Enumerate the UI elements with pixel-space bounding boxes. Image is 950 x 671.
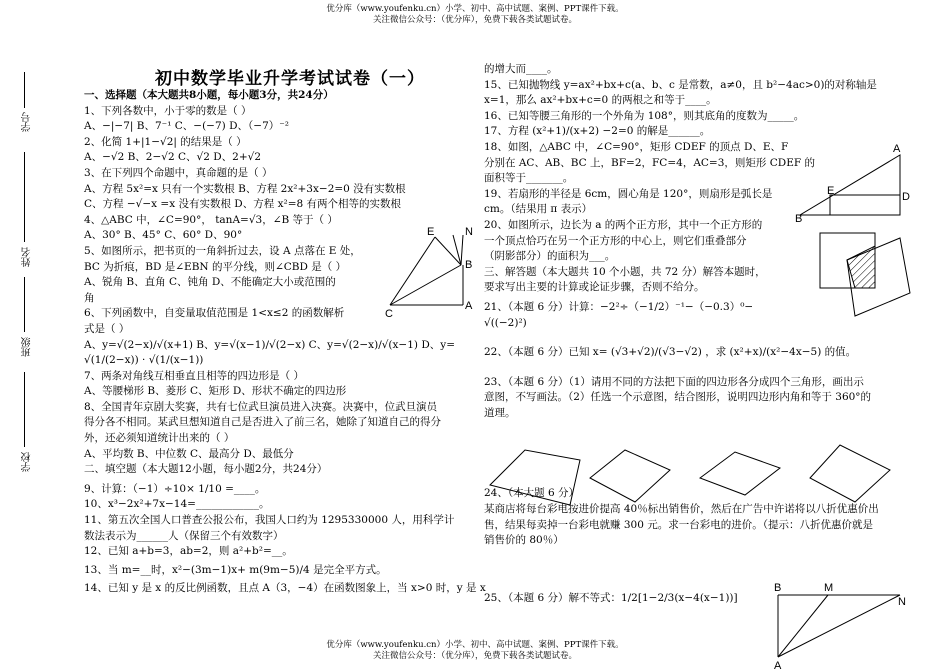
footer-line-2: 关注微信公众号：（优分库），免费下载各类试题试卷。 bbox=[372, 651, 577, 661]
fig5-label-c: C bbox=[385, 308, 393, 320]
text-line: 9、计算：（−1）÷10× 1/10 =____。 bbox=[84, 482, 266, 495]
right-column bbox=[484, 62, 904, 606]
fig18-label-a: A bbox=[893, 143, 901, 155]
left-column bbox=[84, 88, 486, 597]
text-line: 二、填空题（本大题12小题，每小题2分，共24分） bbox=[84, 463, 328, 476]
text-line: 要求写出主要的计算或论证步骤，否则不给分。 bbox=[484, 281, 705, 294]
figure-q20 bbox=[815, 228, 915, 328]
fig18-label-b: B bbox=[795, 213, 803, 225]
text-line: 外，还必须知道统计出来的（ ） bbox=[84, 432, 235, 445]
text-line: 22、（本题 6 分）已知 x= (√3+√2)/(√3−√2) ，求 (x²+x)/(x²−4x−5) 的值。 bbox=[484, 346, 857, 359]
text-line: （阴影部分）的面积为___。 bbox=[484, 250, 616, 263]
fig18-label-d: D bbox=[902, 191, 910, 203]
footer-line-1: 优分库（www.youfenku.cn）小学、初中、高中试题、案例、PPT课件下载。 bbox=[326, 640, 624, 650]
class-label: 班级 bbox=[22, 337, 33, 357]
text-line: 23、（本题 6 分）（1）请用不同的方法把下面的四边形各分成四个三角形，画出示 bbox=[484, 375, 864, 388]
text-line: 11、第五次全国人口普查公报公布，我国人口约为 1295330000 人，用科学计 bbox=[84, 514, 455, 527]
text-line: 14、已知 y 是 x 的反比例函数，且点 A（3，−4）在函数图象上，当 x>0 时，y 是 x bbox=[84, 582, 486, 595]
text-line: C、方程 −√−x =x 没有实数根 D、方程 x²=8 有两个相等的实数根 bbox=[84, 198, 402, 211]
text-line: 13、当 m=__时，x²−(3m−1)x+ m(9m−5)/4 是完全平方式。 bbox=[84, 563, 387, 576]
header-line-1: 优分库（www.youfenku.cn）小学、初中、高中试题、案例、PPT课件下载。 bbox=[326, 4, 624, 14]
fig25-label-m: M bbox=[824, 582, 834, 594]
text-line: 10、x³−2x²+7x−14=____________。 bbox=[84, 498, 270, 511]
text-line: 21、（本题 6 分）计算：−2²÷（−1/2）⁻¹−（−0.3）⁰− bbox=[484, 300, 754, 313]
text-line: 16、已知等腰三角形的一个外角为 108°，则其底角的度数为_____。 bbox=[484, 109, 805, 122]
sidebar-line bbox=[24, 372, 25, 447]
text-line: 18、如图，△ABC 中，∠C=90°，矩形 CDEF 的顶点 D、E、F bbox=[484, 140, 789, 153]
text-line: BC 为折痕，BD 是∠EBN 的平分线，则∠CBD 是（ ） bbox=[84, 260, 347, 273]
header-line-2: 关注微信公众号：（优分库），免费下载各类试题试卷。 bbox=[372, 15, 577, 25]
text-line: 19、若扇形的半径是 6cm，圆心角是 120°，则扇形是弧长是 bbox=[484, 187, 773, 200]
text-line: 某商店将每台彩电按进价提高 40％标出销售价，然后在广告中许诺将以八折优惠价出 bbox=[484, 503, 879, 516]
fig5-label-a: A bbox=[465, 300, 473, 312]
exam-title: 初中数学毕业升学考试试卷（一） bbox=[155, 69, 425, 89]
text-line: 一、选择题（本大题共8小题，每小题3分，共24分） bbox=[84, 89, 334, 101]
text-line: A、等腰梯形 B、菱形 C、矩形 D、形状不确定的四边形 bbox=[84, 385, 347, 398]
text-line: 2、化简 1+|1−√2| 的结果是（ ） bbox=[84, 135, 247, 148]
text-line: A、−√2 B、2−√2 C、√2 D、2+√2 bbox=[84, 151, 262, 164]
text-line: x=1，那么 ax²+bx+c=0 的两根之和等于____。 bbox=[484, 94, 717, 107]
fig25-label-a: A bbox=[774, 660, 782, 671]
text-line: 1、下列各数中，小于零的数是（ ） bbox=[84, 104, 252, 117]
fig25-label-b: B bbox=[774, 582, 782, 594]
student-number-label: 学号 bbox=[22, 112, 33, 132]
text-line: A、y=√(2−x)/√(x+1) B、y=√(x−1)/√(2−x) C、y=√(2−x)/√(x−1) D、y= bbox=[84, 338, 455, 351]
text-line: 20、如图所示，边长为 a 的两个正方形，其中一个正方形的 bbox=[484, 218, 763, 231]
text-line: √((−2)²) bbox=[484, 316, 527, 329]
student-info-sidebar bbox=[18, 72, 56, 632]
text-line: 的增大而____。 bbox=[484, 63, 558, 75]
text-line: 一个顶点恰巧在另一个正方形的中心上，则它们重叠部分 bbox=[484, 234, 747, 247]
figure-q5 bbox=[385, 225, 480, 320]
text-line: 5、如图所示，把书页的一角斜折过去，设 A 点落在 E 处， bbox=[84, 244, 361, 257]
page-footer bbox=[0, 640, 950, 662]
text-line: A、30° B、45° C、60° D、90° bbox=[84, 229, 243, 242]
fig18-label-e: E bbox=[827, 185, 835, 197]
text-line: A、方程 5x²=x 只有一个实数根 B、方程 2x²+3x−2=0 没有实数根 bbox=[84, 182, 406, 195]
text-line: 数法表示为______人（保留三个有效数字） bbox=[84, 529, 284, 542]
name-label: 姓名 bbox=[22, 247, 33, 267]
text-line: 售，结果每卖掉一台彩电就赚 300 元。求一台彩电的进价。（提示：八折优惠价就是 bbox=[484, 518, 873, 531]
sidebar-line bbox=[24, 277, 25, 332]
page-header bbox=[0, 4, 950, 26]
text-line: 面积等于_______。 bbox=[484, 172, 574, 185]
text-line: 式是（ ） bbox=[84, 322, 130, 335]
text-line: A、−|−7| B、7⁻¹ C、−(−7) D、（−7）⁻² bbox=[84, 120, 289, 133]
text-line: √(1/(2−x)) · √(1/(x−1)) bbox=[84, 354, 204, 367]
figure-q23 bbox=[480, 440, 920, 510]
text-line: 8、全国青年京剧大奖赛，共有七位武旦演员进入决赛。决赛中，位武旦演员 bbox=[84, 400, 438, 413]
text-line: 6、下列函数中，自变量取值范围是 1<x≤2 的函数解析 bbox=[84, 307, 345, 320]
fig5-label-b: B bbox=[465, 259, 473, 271]
text-line: 24、（本大题 6 分） bbox=[484, 487, 579, 500]
text-line: 道理。 bbox=[484, 406, 516, 419]
text-line: A、平均数 B、中位数 C、最高分 D、最低分 bbox=[84, 447, 294, 460]
text-line: 3、在下列四个命题中，真命题的是（ ） bbox=[84, 166, 273, 179]
fig5-label-n: N bbox=[465, 226, 473, 238]
text-line: 意图，不写画法。（2）任选一个示意图，结合图形，说明四边形内角和等于 360°的 bbox=[484, 391, 872, 404]
text-line: 7、两条对角线互相垂直且相等的四边形是（ ） bbox=[84, 369, 305, 382]
figure-q18 bbox=[795, 143, 910, 225]
school-label: 学校 bbox=[22, 452, 33, 472]
text-line: 三、解答题（本大题共 10 个小题，共 72 分）解答本题时， bbox=[484, 265, 766, 278]
fig25-label-n: N bbox=[898, 596, 906, 608]
text-line: 得分各不相同。某武旦想知道自己是否进入了前三名，她除了知道自己的得分 bbox=[84, 416, 441, 429]
text-line: 角 bbox=[84, 291, 95, 304]
text-line: 分别在 AC、AB、BC 上，BF=2，FC=4，AC=3，则矩形 CDEF 的 bbox=[484, 156, 815, 169]
text-line: A、锐角 B、直角 C、钝角 D、不能确定大小或范围的 bbox=[84, 276, 336, 289]
text-line: 销售价的 80％） bbox=[484, 534, 564, 547]
text-line: 4、△ABC 中，∠C=90°， tanA=√3，∠B 等于（ ） bbox=[84, 213, 338, 226]
sidebar-line bbox=[24, 152, 25, 242]
text-line: 12、已知 a+b=3，ab=2，则 a²+b²=__。 bbox=[84, 545, 293, 558]
fig5-label-e: E bbox=[427, 226, 435, 238]
text-line: cm。（结果用 π 表示） bbox=[484, 203, 593, 216]
text-line: 17、方程 (x²+1)/(x+2) −2=0 的解是______。 bbox=[484, 125, 711, 138]
text-line: 25、（本题 6 分）解不等式：1/2[1−2/3(x−4(x−1))] bbox=[484, 591, 738, 604]
text-line: 15、已知抛物线 y=ax²+bx+c(a、b、c 是常数，a≠0，且 b²−4ac>0)的对称轴是 bbox=[484, 78, 877, 91]
sidebar-line bbox=[24, 72, 25, 108]
